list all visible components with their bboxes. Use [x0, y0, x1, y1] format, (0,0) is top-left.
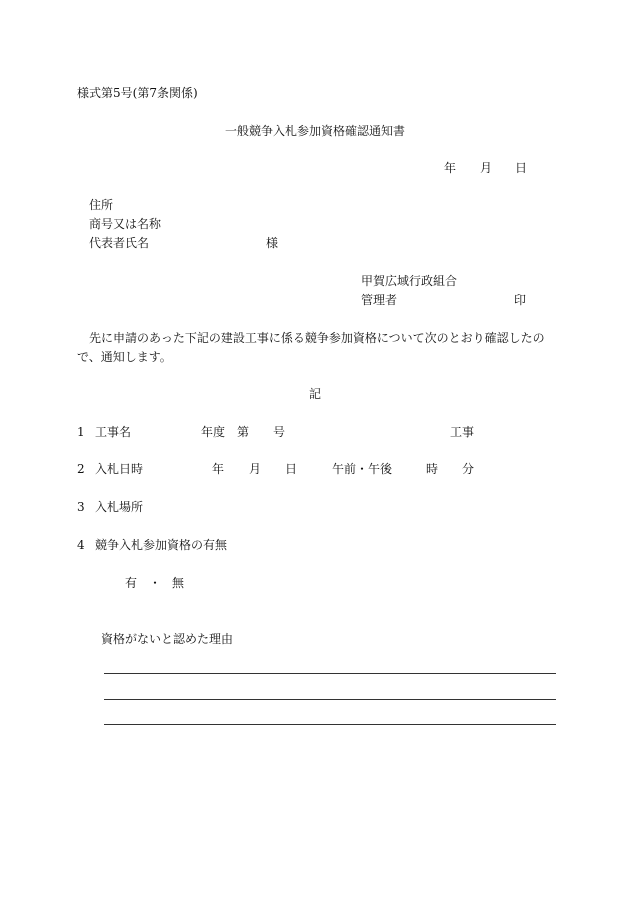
- issuer-organization: 甲賀広域行政組合: [361, 274, 458, 288]
- reason-label: 資格がないと認めた理由: [101, 632, 234, 646]
- item2-label: 入札日時: [95, 462, 144, 476]
- body-text-line2: で、通知します。: [77, 350, 172, 364]
- company-label: 商号又は名称: [89, 217, 162, 231]
- representative-label: 代表者氏名: [89, 236, 150, 250]
- issuer-manager-label: 管理者: [361, 293, 398, 307]
- item3-number: 3: [77, 500, 85, 514]
- honorific: 様: [266, 236, 279, 250]
- item1-number: 1: [77, 425, 85, 439]
- item3-label: 入札場所: [95, 500, 144, 514]
- item1-nendo: 年度: [201, 425, 226, 439]
- seal-mark: 印: [514, 293, 527, 307]
- document-title: 一般競争入札参加資格確認通知書: [225, 124, 406, 138]
- item1-go: 号: [273, 425, 286, 439]
- item2-number: 2: [77, 462, 85, 476]
- reason-line-2: [104, 699, 556, 700]
- eligibility-separator: ・: [149, 576, 162, 590]
- item2-hour: 時: [426, 462, 439, 476]
- item2-ampm: 午前・午後: [332, 462, 393, 476]
- item1-label: 工事名: [95, 425, 132, 439]
- body-text-line1: 先に申請のあった下記の建設工事に係る競争参加資格について次のとおり確認したの: [89, 331, 545, 345]
- item2-year: 年: [212, 462, 225, 476]
- item2-month: 月: [249, 462, 262, 476]
- item4-label: 競争入札参加資格の有無: [95, 538, 228, 552]
- eligibility-yes: 有: [125, 576, 138, 590]
- item1-kouji: 工事: [450, 425, 475, 439]
- item1-dai: 第: [237, 425, 250, 439]
- item4-number: 4: [77, 538, 85, 552]
- item2-day: 日: [285, 462, 298, 476]
- date-month: 月: [480, 161, 493, 175]
- form-number: 様式第5号(第7条関係): [77, 86, 198, 100]
- date-day: 日: [515, 161, 528, 175]
- date-year: 年: [444, 161, 457, 175]
- note-heading: 記: [309, 387, 322, 401]
- reason-line-1: [104, 673, 556, 674]
- eligibility-no: 無: [172, 576, 185, 590]
- reason-line-3: [104, 724, 556, 725]
- item2-minute: 分: [462, 462, 475, 476]
- address-label: 住所: [89, 198, 114, 212]
